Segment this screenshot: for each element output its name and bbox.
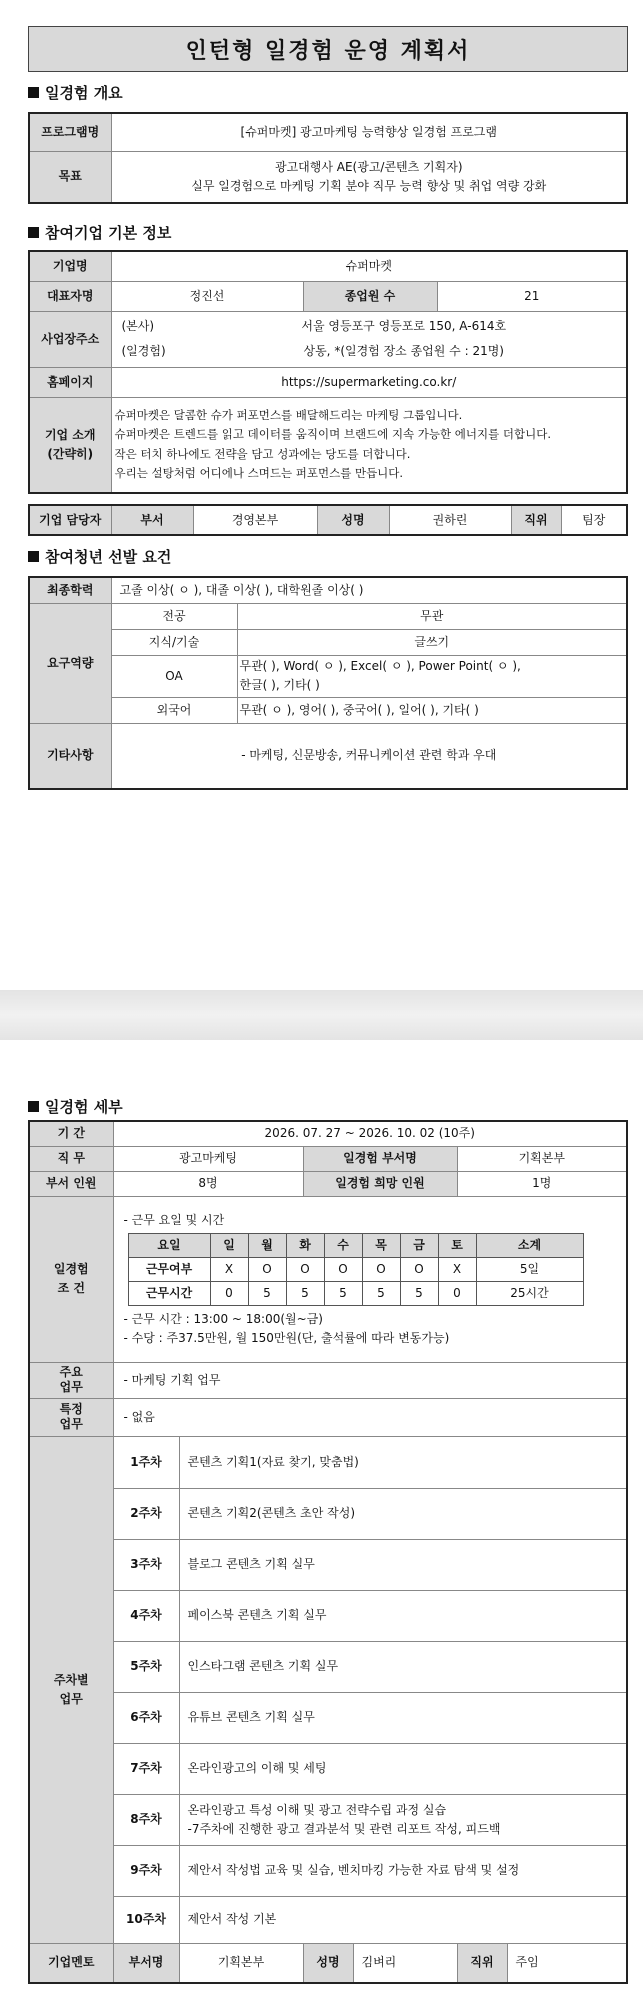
section-title: 참여기업 기본 정보	[45, 224, 172, 242]
week-number: 1주차	[113, 1436, 179, 1488]
week-number: 2주차	[113, 1488, 179, 1539]
week-task: 블로그 콘텐츠 기획 실무	[179, 1539, 627, 1590]
manager-name-value: 권하린	[389, 505, 511, 535]
intro-line: 슈퍼마켓은 트렌드를 읽고 데이터를 움직이며 브랜드에 지속 가능한 에너지를 더합니다.	[114, 427, 551, 442]
week-number: 7주차	[113, 1743, 179, 1794]
address-hq-tag: (본사)	[121, 319, 155, 334]
schedule-cell: 5	[286, 1282, 324, 1306]
company-info-table	[28, 250, 628, 494]
schedule-header-row	[128, 1234, 583, 1258]
schedule-row	[128, 1282, 583, 1306]
mentor-name-label: 성명	[303, 1943, 353, 1983]
weekly-duty-label-line: 주차별	[53, 1672, 89, 1687]
week-task: 유튜브 콘텐츠 기획 실무	[179, 1692, 627, 1743]
condition-label-line: 조 건	[57, 1281, 85, 1295]
special-duty-value: - 없음	[113, 1398, 627, 1436]
wanted-value: 1명	[457, 1171, 627, 1196]
competency-label: 요구역량	[29, 603, 111, 723]
skill-label: 지식/기술	[111, 629, 237, 655]
section-title: 일경험 개요	[45, 84, 123, 102]
main-duty-label-line: 업무	[59, 1380, 83, 1394]
manager-table	[28, 504, 628, 536]
week-number: 6주차	[113, 1692, 179, 1743]
section-heading-company	[28, 222, 171, 243]
ceo-label: 대표자명	[29, 281, 111, 311]
schedule-header: 소계	[476, 1234, 583, 1258]
mentor-position-value: 주임	[507, 1943, 627, 1983]
schedule-cell: 25시간	[476, 1282, 583, 1306]
language-value: 무관( ㅇ ), 영어( ), 중국어( ), 일어( ), 기타( )	[237, 697, 627, 723]
square-bullet-icon	[28, 227, 39, 238]
square-bullet-icon	[28, 87, 39, 98]
week-number: 9주차	[113, 1845, 179, 1896]
document-page-1	[0, 0, 643, 990]
week-task: 콘텐츠 기획1(자료 찾기, 맞춤법)	[179, 1436, 627, 1488]
week-task: 제안서 작성법 교육 및 실습, 벤치마킹 가능한 자료 탐색 및 설정	[179, 1845, 627, 1896]
square-bullet-icon	[28, 1101, 39, 1112]
schedule-cell: O	[248, 1258, 286, 1282]
section-heading-requirements	[28, 546, 171, 567]
schedule-cell: X	[210, 1258, 248, 1282]
schedule-cell: 근무여부	[128, 1258, 210, 1282]
document-page-2	[0, 1040, 643, 2008]
intro-line: 작은 터치 하나에도 전략을 담고 성과에는 당도를 더합니다.	[114, 446, 411, 461]
requirements-table	[28, 576, 628, 790]
intro-label-line: 기업 소개	[44, 428, 96, 443]
section-heading-overview	[28, 82, 123, 103]
schedule-header: 화	[286, 1234, 324, 1258]
week-task-line: -7주차에 진행한 광고 결과분석 및 관련 리포트 작성, 피드백	[187, 1821, 501, 1836]
employees-value: 21	[437, 281, 627, 311]
special-duty-label-line: 업무	[59, 1417, 83, 1431]
special-duty-label	[29, 1398, 113, 1436]
address-work-value: 상동, *(일경험 장소 종업원 수 : 21명)	[303, 344, 504, 358]
page-separator	[0, 990, 643, 1040]
schedule-header: 월	[248, 1234, 286, 1258]
main-duty-value: - 마케팅 기획 업무	[113, 1362, 627, 1398]
mentor-dept-label: 부서명	[113, 1943, 179, 1983]
main-duty-label	[29, 1362, 113, 1398]
program-label: 프로그램명	[29, 113, 111, 151]
homepage-label: 홈페이지	[29, 367, 111, 397]
document-title: 인턴형 일경험 운영 계획서	[28, 26, 628, 72]
schedule-cell: 5	[362, 1282, 400, 1306]
week-task: 페이스북 콘텐츠 기획 실무	[179, 1590, 627, 1641]
staff-value: 8명	[113, 1171, 303, 1196]
goal-line: 광고대행사 AE(광고/콘텐츠 기획자)	[274, 160, 463, 175]
schedule-table	[128, 1233, 584, 1306]
dept-name-label: 일경험 부서명	[303, 1146, 457, 1171]
ceo-value: 정진선	[111, 281, 303, 311]
weekly-duty-label	[29, 1436, 113, 1943]
condition-time: - 근무 시간 : 13:00 ~ 18:00(월~금)	[123, 1312, 323, 1327]
education-label: 최종학력	[29, 577, 111, 603]
special-duty-label-line: 특정	[59, 1402, 83, 1416]
goal-value	[111, 151, 627, 203]
oa-value	[237, 655, 627, 697]
section-title: 참여청년 선발 요건	[45, 548, 172, 566]
schedule-row	[128, 1258, 583, 1282]
dept-name-value: 기획본부	[457, 1146, 627, 1171]
oa-label: OA	[111, 655, 237, 697]
schedule-cell: 5	[248, 1282, 286, 1306]
period-label: 기 간	[29, 1121, 113, 1146]
duty-label: 직 무	[29, 1146, 113, 1171]
week-number: 4주차	[113, 1590, 179, 1641]
address-label: 사업장주소	[29, 311, 111, 367]
schedule-cell: 5일	[476, 1258, 583, 1282]
goal-label: 목표	[29, 151, 111, 203]
staff-label: 부서 인원	[29, 1171, 113, 1196]
company-name-value: 슈퍼마켓	[111, 251, 627, 281]
major-value: 무관	[237, 603, 627, 629]
schedule-cell: O	[362, 1258, 400, 1282]
employees-label: 종업원 수	[303, 281, 437, 311]
skill-value: 글쓰기	[237, 629, 627, 655]
mentor-position-label: 직위	[457, 1943, 507, 1983]
etc-label: 기타사항	[29, 723, 111, 789]
week-task: 제안서 작성 기본	[179, 1896, 627, 1943]
detail-table	[28, 1120, 628, 1984]
oa-line: 무관( ), Word( ㅇ ), Excel( ㅇ ), Power Point( ㅇ ),	[239, 659, 521, 674]
mentor-dept-value: 기획본부	[179, 1943, 303, 1983]
schedule-cell: 0	[438, 1282, 476, 1306]
address-value	[111, 311, 627, 367]
week-number: 8주차	[113, 1794, 179, 1845]
schedule-cell: 근무시간	[128, 1282, 210, 1306]
condition-value	[113, 1196, 627, 1362]
education-value: 고졸 이상( ㅇ ), 대졸 이상( ), 대학원졸 이상( )	[111, 577, 627, 603]
week-task-line: 온라인광고 특성 이해 및 광고 전략수립 과정 실습	[187, 1802, 447, 1817]
week-task: 온라인광고의 이해 및 세팅	[179, 1743, 627, 1794]
weekly-duty-label-line: 업무	[59, 1691, 83, 1706]
schedule-cell: 5	[400, 1282, 438, 1306]
wanted-label: 일경험 희망 인원	[303, 1171, 457, 1196]
goal-line: 실무 일경험으로 마케팅 기획 분야 직무 능력 향상 및 취업 역량 강화	[191, 178, 547, 193]
manager-name-label: 성명	[317, 505, 389, 535]
manager-label: 기업 담당자	[29, 505, 111, 535]
schedule-header: 요일	[128, 1234, 210, 1258]
program-value: [슈퍼마켓] 광고마케팅 능력향상 일경험 프로그램	[111, 113, 627, 151]
schedule-header: 금	[400, 1234, 438, 1258]
week-number: 5주차	[113, 1641, 179, 1692]
company-name-label: 기업명	[29, 251, 111, 281]
intro-label	[29, 397, 111, 493]
square-bullet-icon	[28, 551, 39, 562]
major-label: 전공	[111, 603, 237, 629]
mentor-name-value: 김벼리	[353, 1943, 457, 1983]
intro-line: 슈퍼마켓은 달콤한 슈가 퍼포먼스를 배달해드리는 마케팅 그룹입니다.	[114, 407, 463, 422]
schedule-cell: O	[324, 1258, 362, 1282]
week-number: 10주차	[113, 1896, 179, 1943]
schedule-cell: O	[286, 1258, 324, 1282]
schedule-cell: 0	[210, 1282, 248, 1306]
oa-line: 한글( ), 기타( )	[239, 678, 320, 692]
schedule-header: 일	[210, 1234, 248, 1258]
schedule-cell: O	[400, 1258, 438, 1282]
section-heading-detail	[28, 1096, 123, 1117]
manager-dept-value: 경영본부	[193, 505, 317, 535]
duty-value: 광고마케팅	[113, 1146, 303, 1171]
schedule-cell: 5	[324, 1282, 362, 1306]
week-number: 3주차	[113, 1539, 179, 1590]
condition-label	[29, 1196, 113, 1362]
mentor-label: 기업멘토	[29, 1943, 113, 1983]
section-title: 일경험 세부	[45, 1098, 123, 1116]
intro-value	[111, 397, 627, 493]
intro-line: 우리는 설탕처럼 어디에나 스며드는 퍼포먼스를 만듭니다.	[114, 466, 404, 481]
week-task: 콘텐츠 기획2(콘텐츠 초안 작성)	[179, 1488, 627, 1539]
schedule-cell: X	[438, 1258, 476, 1282]
address-hq-value: 서울 영등포구 영등포로 150, A-614호	[301, 319, 507, 334]
schedule-header: 토	[438, 1234, 476, 1258]
condition-label-line: 일경험	[53, 1262, 89, 1277]
period-value: 2026. 07. 27 ~ 2026. 10. 02 (10주)	[113, 1121, 627, 1146]
week-task: 인스타그램 콘텐츠 기획 실무	[179, 1641, 627, 1692]
schedule-header: 목	[362, 1234, 400, 1258]
homepage-link[interactable]: https://supermarketing.co.kr/	[111, 367, 627, 397]
main-duty-label-line: 주요	[59, 1365, 83, 1379]
language-label: 외국어	[111, 697, 237, 723]
overview-table	[28, 112, 628, 204]
manager-position-value: 팀장	[561, 505, 627, 535]
week-task	[179, 1794, 627, 1845]
schedule-header: 수	[324, 1234, 362, 1258]
condition-heading: - 근무 요일 및 시간	[123, 1212, 225, 1227]
intro-label-line: (간략히)	[47, 446, 94, 461]
etc-value: - 마케팅, 신문방송, 커뮤니케이션 관련 학과 우대	[111, 723, 627, 789]
address-work-tag: (일경험)	[121, 344, 166, 358]
condition-pay: - 수당 : 주37.5만원, 월 150만원(단, 출석률에 따라 변동가능)	[123, 1330, 450, 1345]
manager-dept-label: 부서	[111, 505, 193, 535]
manager-position-label: 직위	[511, 505, 561, 535]
